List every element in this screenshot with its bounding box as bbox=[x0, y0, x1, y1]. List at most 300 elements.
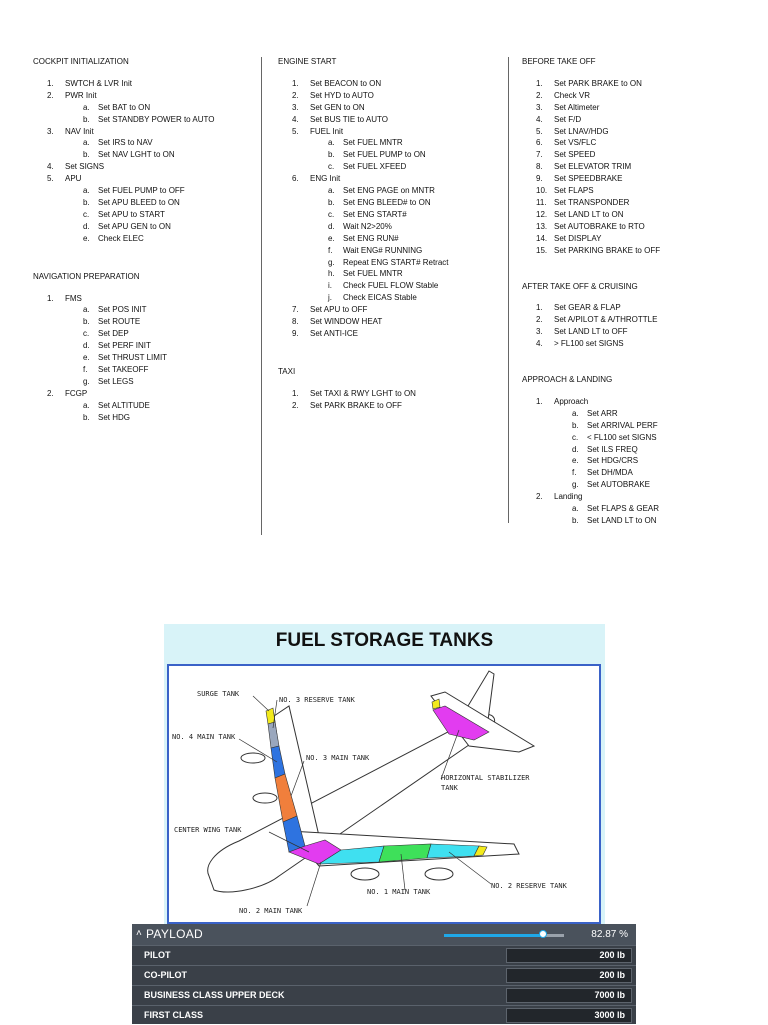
item-text: > FL100 set SIGNS bbox=[554, 339, 624, 349]
item-number: 1. bbox=[536, 396, 543, 406]
item-text: PWR Init bbox=[65, 90, 97, 100]
checklist-item bbox=[522, 245, 762, 257]
item-number: 2. bbox=[536, 315, 543, 325]
item-text: Set VS/FLC bbox=[554, 138, 597, 148]
subitem-text: Repeat ENG START# Retract bbox=[343, 257, 449, 267]
subitem-letter: e. bbox=[328, 233, 335, 243]
checklist-subitem bbox=[33, 209, 258, 221]
label-no2-main-tank: NO. 2 MAIN TANK bbox=[239, 907, 303, 915]
label-no3-reserve-tank: NO. 3 RESERVE TANK bbox=[279, 696, 355, 704]
item-number: 1. bbox=[47, 78, 54, 88]
checklist-item bbox=[278, 400, 506, 412]
checklist-subitem bbox=[522, 479, 762, 491]
payload-row-label: CO-PILOT bbox=[144, 970, 187, 980]
checklist-subitem bbox=[522, 408, 762, 420]
checklist-list bbox=[278, 78, 506, 340]
label-no4-main-tank: NO. 4 MAIN TANK bbox=[172, 733, 236, 741]
checklist-item bbox=[522, 209, 762, 221]
checklist-subitem bbox=[278, 257, 506, 269]
label-horizontal-stabilizer-2: TANK bbox=[441, 784, 458, 792]
payload-row bbox=[132, 965, 636, 985]
payload-row-label: PILOT bbox=[144, 950, 171, 960]
checklist-subitem bbox=[33, 233, 258, 245]
engine-near-outboard bbox=[425, 868, 453, 880]
item-text: Set BEACON to ON bbox=[310, 78, 382, 88]
payload-panel bbox=[132, 924, 636, 1024]
item-number: 4. bbox=[47, 162, 54, 172]
subitem-text: Set PERF INIT bbox=[98, 341, 151, 351]
item-text: Set SPEED bbox=[554, 150, 596, 160]
checklist-list bbox=[522, 396, 762, 527]
subitem-letter: h. bbox=[328, 269, 335, 279]
checklist-item bbox=[522, 149, 762, 161]
checklist-subitem bbox=[278, 233, 506, 245]
checklist-list bbox=[522, 302, 762, 350]
subitem-letter: c. bbox=[572, 432, 579, 442]
subitem-text: Wait N2>20% bbox=[343, 221, 392, 231]
item-number: 3. bbox=[536, 102, 543, 112]
item-text: Set AUTOBRAKE to RTO bbox=[554, 221, 645, 231]
subitem-text: Set HDG/CRS bbox=[587, 456, 639, 466]
payload-row-value: 200 lb bbox=[599, 970, 625, 980]
subitem-text: Set BAT to ON bbox=[98, 102, 151, 112]
item-text: Set LAND LT to ON bbox=[554, 209, 624, 219]
item-number: 11. bbox=[536, 197, 547, 207]
checklist-list bbox=[33, 293, 258, 424]
checklist-item bbox=[522, 137, 762, 149]
subitem-text: Set ALTITUDE bbox=[98, 400, 150, 410]
subitem-letter: a. bbox=[328, 138, 335, 148]
item-number: 1. bbox=[292, 388, 299, 398]
item-text: ENG Init bbox=[310, 174, 341, 184]
checklist-item bbox=[522, 126, 762, 138]
subitem-text: Set FUEL MNTR bbox=[343, 269, 403, 279]
engine-far-outboard bbox=[241, 753, 265, 763]
item-number: 1. bbox=[536, 303, 543, 313]
checklist-item bbox=[522, 338, 762, 350]
item-text: Set LAND LT to OFF bbox=[554, 327, 628, 337]
subitem-letter: a. bbox=[83, 400, 90, 410]
payload-header[interactable] bbox=[132, 924, 636, 945]
item-number: 2. bbox=[536, 492, 543, 502]
subitem-text: Set LEGS bbox=[98, 376, 134, 386]
subitem-text: Set APU BLEED to ON bbox=[98, 197, 180, 207]
checklist-item bbox=[278, 126, 506, 138]
item-number: 4. bbox=[536, 339, 543, 349]
checklist-list bbox=[33, 78, 258, 245]
payload-slider-handle[interactable] bbox=[539, 930, 547, 938]
checklist-item bbox=[522, 161, 762, 173]
section-heading: TAXI bbox=[278, 366, 296, 376]
subitem-text: Set DH/MDA bbox=[587, 468, 633, 478]
subitem-text: Set FUEL XFEED bbox=[343, 162, 407, 172]
checklist-subitem bbox=[522, 432, 762, 444]
checklist-item bbox=[278, 316, 506, 328]
subitem-letter: g. bbox=[328, 257, 335, 267]
item-number: 4. bbox=[536, 114, 543, 124]
item-number: 10. bbox=[536, 186, 548, 196]
subitem-text: Wait ENG# RUNNING bbox=[343, 245, 423, 255]
item-number: 1. bbox=[47, 293, 54, 303]
item-text: Landing bbox=[554, 492, 583, 502]
payload-weight-input[interactable] bbox=[506, 988, 632, 1003]
figure-title: FUEL STORAGE TANKS bbox=[275, 630, 494, 651]
subitem-letter: a. bbox=[572, 504, 579, 514]
checklist-item bbox=[278, 90, 506, 102]
subitem-text: Set LAND LT to ON bbox=[587, 516, 657, 525]
item-number: 3. bbox=[47, 126, 54, 136]
subitem-letter: e. bbox=[83, 353, 90, 363]
checklist-item bbox=[522, 173, 762, 185]
checklist-subitem bbox=[33, 137, 258, 149]
subitem-text: Set TAKEOFF bbox=[98, 364, 149, 374]
label-no3-main-tank: NO. 3 MAIN TANK bbox=[306, 754, 370, 762]
payload-row-value: 7000 lb bbox=[594, 990, 625, 1000]
fuel-storage-figure bbox=[164, 624, 605, 926]
subitem-text: Set FUEL PUMP to ON bbox=[343, 150, 426, 160]
subitem-letter: j. bbox=[328, 293, 332, 303]
checklist-subitem bbox=[33, 221, 258, 233]
payload-row-label: FIRST CLASS bbox=[144, 1010, 204, 1020]
subitem-letter: a. bbox=[328, 186, 335, 196]
checklist-subitem bbox=[522, 444, 762, 456]
item-text: Set GEAR & FLAP bbox=[554, 303, 621, 313]
subitem-letter: c. bbox=[83, 209, 90, 219]
checklist-item bbox=[278, 173, 506, 185]
subitem-text: Set ENG START# bbox=[343, 209, 407, 219]
item-number: 5. bbox=[536, 126, 543, 136]
item-number: 1. bbox=[536, 78, 543, 88]
subitem-text: Set AUTOBRAKE bbox=[587, 480, 650, 490]
checklist-item bbox=[522, 102, 762, 114]
checklist-item bbox=[522, 302, 762, 314]
section-navigation-preparation bbox=[33, 271, 258, 424]
checklist-item bbox=[522, 114, 762, 126]
item-text: FCGP bbox=[65, 388, 88, 398]
item-number: 15. bbox=[536, 245, 548, 255]
checklist-subitem bbox=[522, 467, 762, 479]
checklist-list bbox=[522, 78, 762, 257]
subitem-letter: b. bbox=[83, 150, 90, 160]
subitem-letter: f. bbox=[572, 468, 577, 478]
item-text: Set DISPLAY bbox=[554, 233, 602, 243]
item-number: 8. bbox=[536, 162, 543, 172]
checklist-subitem bbox=[33, 316, 258, 328]
item-number: 1. bbox=[292, 78, 299, 88]
item-text: Set F/D bbox=[554, 114, 582, 124]
section-heading: NAVIGATION PREPARATION bbox=[33, 271, 140, 281]
item-number: 9. bbox=[292, 328, 299, 338]
checklist-subitem bbox=[278, 185, 506, 197]
section-approach-landing bbox=[522, 374, 762, 527]
checklist-subitem bbox=[33, 102, 258, 114]
subitem-letter: a. bbox=[83, 138, 90, 148]
subitem-letter: d. bbox=[83, 221, 90, 231]
subitem-text: Check FUEL FLOW Stable bbox=[343, 281, 439, 291]
subitem-letter: g. bbox=[83, 376, 90, 386]
item-number: 14. bbox=[536, 233, 548, 243]
subitem-text: Set IRS to NAV bbox=[98, 138, 153, 148]
stabilizer-surge-tank bbox=[432, 699, 440, 709]
label-surge-tank: SURGE TANK bbox=[197, 690, 240, 698]
subitem-text: Set ARRIVAL PERF bbox=[587, 420, 658, 430]
item-text: Set A/PILOT & A/THROTTLE bbox=[554, 315, 658, 325]
item-text: Set BUS TIE to AUTO bbox=[310, 114, 388, 124]
item-number: 7. bbox=[292, 305, 299, 315]
checklist-item bbox=[522, 491, 762, 503]
checklist-subitem bbox=[278, 221, 506, 233]
payload-row bbox=[132, 985, 636, 1005]
column-divider bbox=[261, 57, 262, 535]
subitem-text: Check EICAS Stable bbox=[343, 293, 417, 303]
aircraft-diagram bbox=[169, 666, 599, 922]
checklist-item bbox=[278, 328, 506, 340]
payload-row-value: 200 lb bbox=[599, 950, 625, 960]
section-heading: APPROACH & LANDING bbox=[522, 375, 613, 385]
subitem-text: Set THRUST LIMIT bbox=[98, 353, 168, 363]
checklist-item bbox=[33, 78, 258, 90]
item-text: APU bbox=[65, 174, 82, 184]
section-heading: COCKPIT INITIALIZATION bbox=[33, 57, 129, 66]
subitem-text: < FL100 set SIGNS bbox=[587, 432, 657, 442]
section-before-take-off bbox=[522, 56, 762, 257]
checklist-item bbox=[33, 161, 258, 173]
checklist-item bbox=[522, 197, 762, 209]
subitem-letter: b. bbox=[328, 150, 335, 160]
item-number: 6. bbox=[292, 174, 299, 184]
item-text: NAV Init bbox=[65, 126, 94, 136]
item-text: Set PARK BRAKE to OFF bbox=[310, 400, 402, 410]
engine-near-inboard bbox=[351, 868, 379, 880]
payload-row-value: 3000 lb bbox=[594, 1010, 625, 1020]
item-number: 6. bbox=[536, 138, 543, 148]
item-text: FMS bbox=[65, 293, 82, 303]
payload-title: PAYLOAD bbox=[146, 927, 204, 941]
payload-slider-fill bbox=[444, 934, 543, 937]
checklist-subitem bbox=[33, 400, 258, 412]
subitem-text: Set ENG PAGE on MNTR bbox=[343, 186, 435, 196]
subitem-letter: b. bbox=[572, 420, 579, 430]
checklist-subitem bbox=[278, 161, 506, 173]
payload-percent: 82.87 % bbox=[591, 929, 628, 940]
figure-frame bbox=[167, 664, 601, 924]
checklist-item bbox=[278, 114, 506, 126]
item-text: Set ANTI-ICE bbox=[310, 328, 359, 338]
item-number: 2. bbox=[536, 90, 543, 100]
checklist-subitem bbox=[33, 197, 258, 209]
chevron-up-icon[interactable]: ˄ bbox=[136, 928, 142, 939]
checklist-subitem bbox=[33, 412, 258, 424]
subitem-letter: c. bbox=[328, 209, 335, 219]
subitem-text: Set ENG BLEED# to ON bbox=[343, 197, 431, 207]
payload-weight-input[interactable] bbox=[506, 968, 632, 983]
item-text: Set SPEEDBRAKE bbox=[554, 174, 623, 184]
checklist-subitem bbox=[278, 137, 506, 149]
subitem-letter: e. bbox=[572, 456, 579, 466]
checklist-subitem bbox=[278, 245, 506, 257]
subitem-letter: d. bbox=[328, 221, 335, 231]
subitem-letter: b. bbox=[83, 114, 90, 124]
payload-row bbox=[132, 1005, 636, 1025]
item-text: Check VR bbox=[554, 90, 591, 100]
payload-row bbox=[132, 945, 636, 965]
checklist-subitem bbox=[522, 455, 762, 467]
section-heading: AFTER TAKE OFF & CRUISING bbox=[522, 281, 638, 291]
subitem-text: Check ELEC bbox=[98, 233, 144, 243]
checklist-subitem bbox=[278, 292, 506, 304]
subitem-letter: a. bbox=[83, 186, 90, 196]
subitem-letter: d. bbox=[83, 341, 90, 351]
item-text: Set HYD to AUTO bbox=[310, 90, 374, 100]
item-number: 2. bbox=[47, 90, 54, 100]
section-heading: ENGINE START bbox=[278, 57, 337, 66]
checklist-subitem bbox=[522, 515, 762, 527]
checklist-item bbox=[278, 388, 506, 400]
subitem-letter: a. bbox=[572, 408, 579, 418]
item-number: 8. bbox=[292, 317, 299, 327]
checklist-item bbox=[278, 304, 506, 316]
checklist-item bbox=[278, 102, 506, 114]
subitem-text: Set APU GEN to ON bbox=[98, 221, 171, 231]
section-after-take-off bbox=[522, 281, 762, 351]
item-text: Set Altimeter bbox=[554, 102, 600, 112]
subitem-letter: e. bbox=[83, 233, 90, 243]
subitem-text: Set POS INIT bbox=[98, 305, 147, 315]
payload-row-label: BUSINESS CLASS UPPER DECK bbox=[144, 990, 285, 1000]
subitem-letter: f. bbox=[328, 245, 333, 255]
section-cockpit-initialization bbox=[33, 56, 258, 245]
checklist-item bbox=[522, 314, 762, 326]
subitem-letter: g. bbox=[572, 480, 579, 490]
subitem-text: Set ROUTE bbox=[98, 317, 141, 327]
subitem-letter: i. bbox=[328, 281, 332, 291]
fuselage-outline bbox=[208, 714, 495, 892]
checklist-subitem bbox=[278, 268, 506, 280]
checklist-subitem bbox=[33, 304, 258, 316]
subitem-text: Set FUEL PUMP to OFF bbox=[98, 186, 185, 196]
item-text: Set SIGNS bbox=[65, 162, 105, 172]
item-text: Set WINDOW HEAT bbox=[310, 317, 383, 327]
item-number: 2. bbox=[292, 90, 299, 100]
checklist-subitem bbox=[33, 340, 258, 352]
item-text: Set FLAPS bbox=[554, 186, 594, 196]
item-number: 2. bbox=[292, 400, 299, 410]
item-number: 9. bbox=[536, 174, 543, 184]
subitem-text: Set FLAPS & GEAR bbox=[587, 504, 660, 514]
checklist-column-3 bbox=[522, 56, 762, 527]
label-no2-reserve-tank: NO. 2 RESERVE TANK bbox=[491, 882, 567, 890]
checklist-subitem bbox=[33, 328, 258, 340]
item-text: Set GEN to ON bbox=[310, 102, 365, 112]
item-text: Set TRANSPONDER bbox=[554, 197, 630, 207]
payload-weight-input[interactable] bbox=[506, 948, 632, 963]
item-number: 7. bbox=[536, 150, 543, 160]
item-text: SWTCH & LVR Init bbox=[65, 78, 132, 88]
item-number: 13. bbox=[536, 221, 548, 231]
subitem-letter: b. bbox=[572, 516, 579, 525]
subitem-letter: c. bbox=[83, 329, 90, 339]
subitem-text: Set ILS FREQ bbox=[587, 444, 638, 454]
checklist-item bbox=[33, 90, 258, 102]
section-heading: BEFORE TAKE OFF bbox=[522, 57, 596, 66]
checklist-subitem bbox=[33, 376, 258, 388]
checklist-subitem bbox=[33, 114, 258, 126]
checklist-subitem bbox=[522, 503, 762, 515]
item-number: 12. bbox=[536, 209, 548, 219]
item-text: Set PARKING BRAKE to OFF bbox=[554, 245, 661, 255]
checklist-item bbox=[522, 78, 762, 90]
subitem-letter: c. bbox=[328, 162, 335, 172]
subitem-letter: a. bbox=[83, 102, 90, 112]
item-text: Set TAXI & RWY LGHT to ON bbox=[310, 388, 416, 398]
item-text: Set LNAV/HDG bbox=[554, 126, 609, 136]
checklist-subitem bbox=[278, 149, 506, 161]
subitem-text: Set NAV LGHT to ON bbox=[98, 150, 175, 160]
checklist-item bbox=[33, 173, 258, 185]
checklist-item bbox=[522, 326, 762, 338]
item-number: 5. bbox=[47, 174, 54, 184]
checklist-item bbox=[33, 126, 258, 138]
checklist-item bbox=[278, 78, 506, 90]
checklist-item bbox=[522, 396, 762, 408]
checklist-subitem bbox=[522, 420, 762, 432]
subitem-text: Set STANDBY POWER to AUTO bbox=[98, 114, 215, 124]
subitem-letter: b. bbox=[328, 197, 335, 207]
subitem-text: Set APU to START bbox=[98, 209, 165, 219]
label-center-wing-tank: CENTER WING TANK bbox=[174, 826, 242, 834]
subitem-letter: b. bbox=[83, 412, 90, 422]
checklist-subitem bbox=[278, 209, 506, 221]
checklist-item bbox=[522, 221, 762, 233]
item-number: 2. bbox=[47, 388, 54, 398]
item-text: Set PARK BRAKE to ON bbox=[554, 78, 642, 88]
column-divider bbox=[508, 57, 509, 523]
item-text: Set ELEVATOR TRIM bbox=[554, 162, 632, 172]
subitem-text: Set DEP bbox=[98, 329, 129, 339]
checklist-item bbox=[522, 90, 762, 102]
checklist-item bbox=[522, 185, 762, 197]
subitem-text: Set HDG bbox=[98, 412, 131, 422]
checklist-list bbox=[278, 388, 506, 412]
checklist-subitem bbox=[278, 197, 506, 209]
payload-slider[interactable] bbox=[444, 934, 564, 937]
checklist-item bbox=[33, 293, 258, 305]
payload-weight-input[interactable] bbox=[506, 1008, 632, 1023]
no2-reserve-tank bbox=[427, 844, 479, 858]
item-number: 3. bbox=[536, 327, 543, 337]
checklist-subitem bbox=[33, 352, 258, 364]
leader-line bbox=[253, 696, 269, 711]
checklist-subitem bbox=[33, 364, 258, 376]
subitem-text: Set ARR bbox=[587, 408, 618, 418]
subitem-letter: b. bbox=[83, 317, 90, 327]
checklist-subitem bbox=[278, 280, 506, 292]
item-text: Approach bbox=[554, 396, 589, 406]
subitem-letter: a. bbox=[83, 305, 90, 315]
item-number: 3. bbox=[292, 102, 299, 112]
section-engine-start bbox=[278, 56, 506, 340]
subitem-letter: f. bbox=[83, 364, 88, 374]
checklist-column-1 bbox=[33, 56, 258, 423]
subitem-text: Set ENG RUN# bbox=[343, 233, 399, 243]
label-horizontal-stabilizer: HORIZONTAL STABILIZER bbox=[441, 774, 530, 782]
subitem-letter: d. bbox=[572, 444, 579, 454]
checklist-column-2 bbox=[278, 56, 506, 412]
item-number: 4. bbox=[292, 114, 299, 124]
item-number: 5. bbox=[292, 126, 299, 136]
engine-far-inboard bbox=[253, 793, 277, 803]
checklist-subitem bbox=[33, 185, 258, 197]
